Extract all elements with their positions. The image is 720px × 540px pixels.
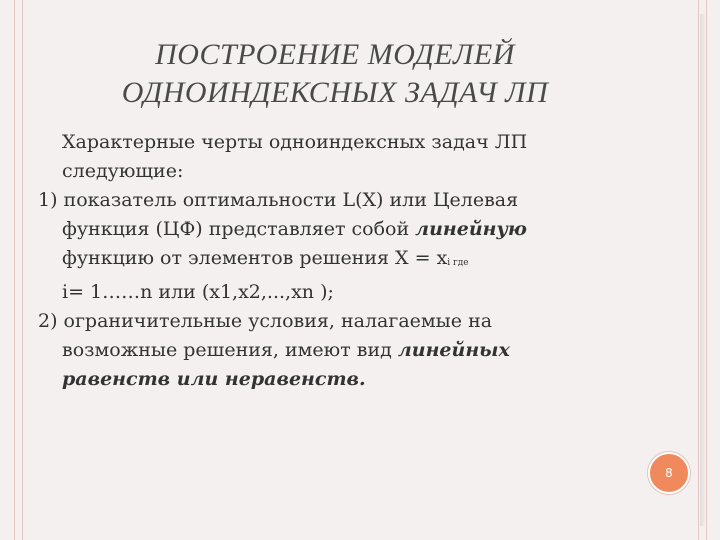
slide-title: [40, 36, 630, 112]
right-border-line-inner: [698, 0, 699, 540]
intro-line-2: следующие:: [62, 160, 184, 182]
left-border-line-inner: [22, 0, 23, 540]
item1-line-4: i= 1……n или (x1,x2,...,xn );: [62, 281, 334, 303]
right-border-line-outer: [706, 0, 707, 540]
item2-line-2-text: возможные решения, имеют вид: [62, 339, 398, 361]
item2-line-1: 2) ограничительные условия, налагаемые на: [38, 310, 493, 332]
subscript-i-where: i где: [447, 258, 469, 268]
item1-line-2-text: функция (ЦФ) представляет собой: [62, 218, 416, 240]
list-item-2: [38, 307, 658, 394]
item2-line-2: [38, 336, 658, 365]
list-item-1: [38, 186, 658, 307]
emphasis-linear-plural: линейных: [397, 339, 510, 361]
page-number: 8: [665, 466, 673, 480]
item1-line-3: [38, 244, 658, 278]
title-line-1: ПОСТРОЕНИЕ МОДЕЛЕЙ: [155, 38, 515, 71]
item1-line-2: [38, 215, 658, 244]
emphasis-linear: линейную: [415, 218, 527, 240]
left-border-line-outer: [14, 0, 15, 540]
item1-line-3-text: функцию от элементов решения X = x: [62, 247, 448, 269]
item2-line-3: равенств или неравенств.: [62, 368, 366, 390]
intro-line-1: Характерные черты одноиндексных задач ЛП: [62, 131, 528, 153]
intro-paragraph: [38, 128, 658, 186]
slide-body: [38, 128, 658, 394]
frame-shadow: [700, 14, 706, 526]
title-line-2: ОДНОИНДЕКСНЫХ ЗАДАЧ ЛП: [121, 76, 549, 109]
item1-line-1: 1) показатель оптимальности L(X) или Целевая: [38, 189, 519, 211]
page-number-badge: [648, 452, 690, 494]
